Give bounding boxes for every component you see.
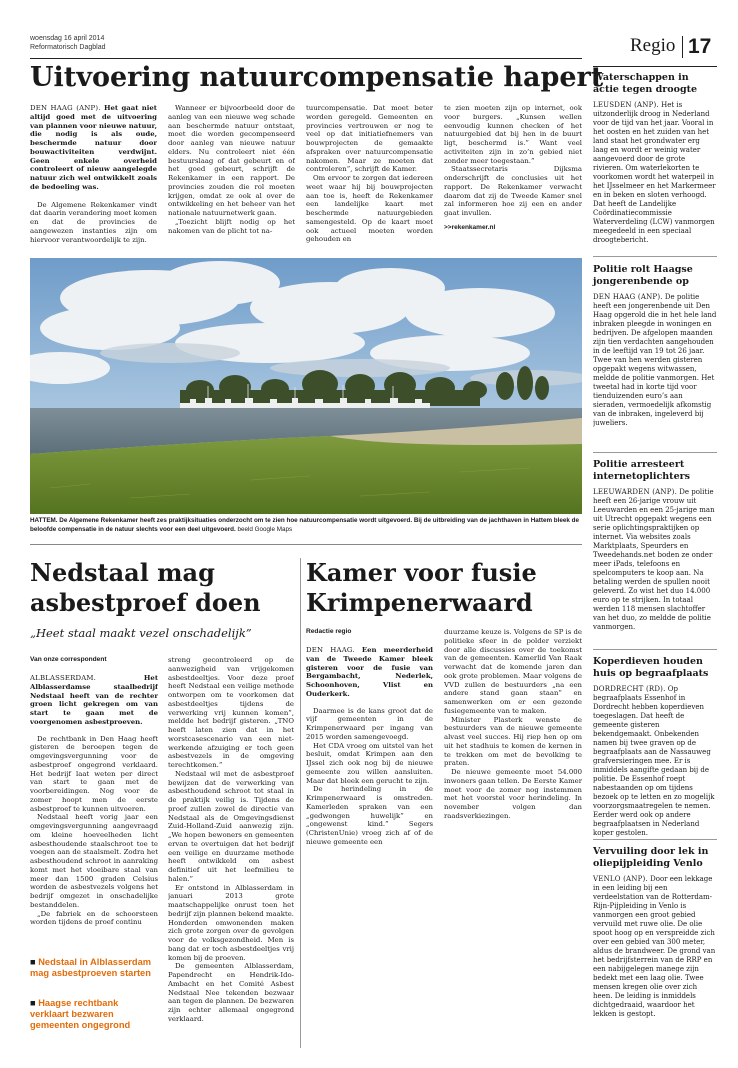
dateline: LEEUWARDEN (ANP). xyxy=(593,488,677,496)
caption-text: De Algemene Rekenkamer heeft zes praktijksituaties onderzocht om te zien hoe natuurcompensatie wordt uitgevoerd. Bij de uitbreiding van de jachthaven in Hattem bleek de beloofde compensatie in de natuur slechts voor een deel uitgevoerd. xyxy=(30,517,579,533)
kamer-column-2 xyxy=(444,628,582,1008)
brief-title: Politie arresteert internetoplichters xyxy=(593,459,690,482)
nedstaal-column-2 xyxy=(168,656,294,1056)
lead-text: Het Alblasserdamse staalbedrijf Nedstaal heeft van de rechter groen licht gekregen om van start te gaan met de voorgenomen asbestproeven. xyxy=(30,674,158,726)
dateline: DEN HAAG. xyxy=(306,646,355,654)
kamer-headline: Kamer voor fusie Krimpenerwaard xyxy=(306,558,537,617)
main-article-column-1 xyxy=(30,104,157,254)
teaser-2: ■ Haagse rechtbank verklaart bezwaren gemeenten ongegrond xyxy=(30,998,131,1030)
main-article-column-4 xyxy=(444,104,582,254)
brief-body xyxy=(593,101,717,245)
brief-text: De politie heeft een 26-jarige vrouw uit Leeuwarden en een 25-jarige man uit Utrecht opgepakt wegens een serie oplichtingspraktijken op internet. Via websites zoals Marktplaats, Speurders en Tweedehands.net boden ze onder meer iPads, telefoons en spelcomputers te koop aan. Na betaling werden de spullen nooit geleverd. Zo wist het duo 14.000 euro op te strijken. In totaal werden 118 mensen slachtoffer van het duo, zo meldde de politie vanmorgen. xyxy=(593,488,715,631)
brief-text: Op begraafplaats Essenhof in Dordrecht hebben koperdieven toegeslagen. Dat heeft de gemeente gisteren bekendgemaakt. Onbekenden namen bij twee graven op de begraafplaats aan de Nassauweg grafversieringen mee. Er is inmiddels aangifte gedaan bij de politie. De Essenhof roept nabestaanden op om tijdens bezoek op te letten en zo mogelijk voorzorgsmaatregelen te nemen. Eerder werd ook op andere begraafplaatsen in Nederland koper gestolen. xyxy=(593,685,715,837)
masthead-rule xyxy=(30,58,582,59)
dateline: ALBLASSERDAM. xyxy=(30,674,97,682)
main-article-column-3 xyxy=(306,104,433,254)
photo-credit: beeld Google Maps xyxy=(237,525,293,533)
brief-text: Het is uitzonderlijk droog in Nederland voor de tijd van het jaar. Vooral in het oosten en het zuiden van het land staat het grondwater erg laag en wordt er weinig water aangevoerd door de grote rivieren. Om waterlekorten te voorkomen wordt het waterpeil in het IJsselmeer en het Markermeer en in beken en sloten verhoogd. Dat heeft de Landelijke Coördinatiecommissie Waterverdeling (LCW) vanmorgen meegedeeld in een speciaal droogtebericht. xyxy=(593,101,716,244)
section-title: Regio xyxy=(630,35,676,56)
nedstaal-subheadline: „Heet staal maakt vezel onschadelijk” xyxy=(30,626,252,640)
paragraph: Nedstaal heeft vorig jaar een omgevingsvergunning aangevraagd om kleine hoeveelheden licht asbesthoudende staalschroot toe te voegen aan de staalsmelt. Zodra het asbesthoudend schroot in aanraking komt met het vloeibare staal van meer dan 1500 graden Celsius worden de asbestvezels volgens het bedrijf omgezet in onschadelijke bestanddelen. xyxy=(30,813,158,909)
teaser-1: ■ Nedstaal in Alblasserdam mag asbestproeven starten xyxy=(30,957,152,978)
paragraph: „De fabriek en de schoorsteen worden tijdens de proef continu xyxy=(30,909,158,927)
news-photo xyxy=(30,258,582,514)
lead-text: Het gaat niet altijd goed met de uitvoering van plannen voor nieuwe natuur, die nodig is als oude, beschermde natuur door bouwactiviteiten verdwijnt. Geen enkele overheid controleert of nieuw aangelegde natuur zich wel ontwikkelt zoals de bedoeling was. xyxy=(30,104,157,191)
paragraph: De gemeenten Alblasserdam, Papendrecht en Hendrik-Ido-Ambacht en het Comité Asbest Nedstaal Nee tekenden bezwaar aan tegen de plannen. De bezwaren zijn echter allemaal ongegrond verklaard. xyxy=(168,962,294,1023)
paragraph: streng gecontroleerd op de aanwezigheid van vrijgekomen asbestdeeltjes. Voor deze proef heeft Nedstaal een veilige methode ontworpen om te voorkomen dat asbestdeeltjes tijdens de verwerking vrij kunnen komen”, meldde het bedrijf gisteren. „TNO heeft laten zien dat in het worstcasescenario van een niet-werkende afzuiging er toch geen asbestvezels in de omgeving terechtkomen.” xyxy=(168,656,294,769)
sidebar-brief-1 xyxy=(593,72,717,252)
teaser-text: Haagse rechtbank verklaart bezwaren gemeenten ongegrond xyxy=(30,998,131,1030)
dateline: VENLO (ANP). xyxy=(593,875,648,883)
paragraph: Staatssecretaris Dijksma onderschrijft de conclusies uit het rapport. De Rekenkamer verwacht daarom dat zij de Tweede Kamer snel zal informeren hoe zij een en ander gaat invullen. xyxy=(444,165,582,217)
kamer-column-1 xyxy=(306,646,433,1006)
brief-body xyxy=(593,875,717,1019)
sidebar-separator xyxy=(593,256,717,257)
paragraph: De nieuwe gemeente moet 54.000 inwoners gaan tellen. De Eerste Kamer moet voor de zomer nog instemmen met het voorstel voor herindeling. In november volgen dan raadsverkiezingen. xyxy=(444,768,582,820)
paragraph: Minister Plasterk wenste de bestuurders van de nieuwe gemeente alvast veel succes. Hij riep hen op om uit het stadhuis te komen de kernen in te trekken om met de bevolking te praten. xyxy=(444,715,582,768)
brief-text: De politie heeft een jongerenbende uit Den Haag opgerold die in het hele land inbraken pleegde in woningen en bedrijven. De afgelopen maanden zijn tien verdachten aangehouden in de leeftijd van 19 tot 26 jaar. Twee van hen werden gisteren opgepakt wegens witwassen, meldde de politie vanmorgen. Het tweetal had in korte tijd voor tienduizenden euro’s aan sieraden, vermoedelijk afkomstig van de inbraken, ingeleverd bij juweliers. xyxy=(593,293,717,427)
paragraph: Nedstaal wil met de asbestproef bewijzen dat de verwerking van asbesthoudend schroot tot staal in de praktijk veilig is. Tijdens de proef zullen zowel de directie van Nedstaal als de Omgevingsdienst Zuid-Holland-Zuid aanwezig zijn. „We hopen bewoners en gemeenten ervan te overtuigen dat het bedrijf een veilige en duurzame methode heeft ontwikkeld om asbest definitief uit het leefmilieu te halen.” xyxy=(168,769,294,883)
photo-bottom-rule xyxy=(30,544,582,545)
brief-title: Vervuiling door lek in oliepijpleiding Venlo xyxy=(593,846,709,869)
sidebar-separator xyxy=(593,649,717,650)
paragraph: te zien moeten zijn op internet, ook voor burgers. „Kunsen wellen eenvoudig kunnen checken of het natuurgebied dat bij hen in de buurt ligt, beschermd is.” Want veel activiteiten zijn in zo’n gebied niet zonder meer toegestaan.” xyxy=(444,104,582,165)
article-divider xyxy=(300,558,301,1048)
paragraph: Om ervoor te zorgen dat iedereen weet waar hij bij bouwprojecten aan toe is, heeft de Rekenkamer een landelijke kaart met beschermde natuurgebieden samengesteld. Op de kaart moet ook actueel moeten worden gehouden en xyxy=(306,174,433,244)
brief-body xyxy=(593,488,717,632)
kamer-byline: Redactie regio xyxy=(306,628,352,635)
brief-title: Politie rolt Haagse jongerenbende op xyxy=(593,264,693,287)
masthead-divider xyxy=(682,36,683,58)
sidebar-brief-2 xyxy=(593,264,717,449)
brief-body xyxy=(593,293,717,428)
harbor-landscape-image xyxy=(30,258,582,514)
dateline: DEN HAAG (ANP). xyxy=(593,293,663,301)
lead-text: Een meerderheid van de Tweede Kamer bleek gisteren voor de fusie van Bergambacht, Nederlek, Schoonhoven, Vlist en Ouderkerk. xyxy=(306,646,433,698)
main-headline: Uitvoering natuurcompensatie hapert xyxy=(30,62,604,93)
paragraph: Er ontstond in Alblasserdam in januari 2013 grote maatschappelijke onrust toen het bedrijf zijn plannen bekend maakte. Honderden omwonenden maken zich grote zorgen over de gevolgen voor de volksgezondheid. Men is bang dat er toch asbestdeeltjes vrij komen bij de proeven. xyxy=(168,883,294,962)
dateline: LEUSDEN (ANP). xyxy=(593,101,659,109)
sidebar-brief-3 xyxy=(593,459,717,646)
sidebar-brief-4 xyxy=(593,656,717,836)
paragraph: Daarmee is de kans groot dat de vijf gemeenten in de Krimpenerwaard per ingang van 2015 worden samengevoegd. xyxy=(306,706,433,741)
paragraph: Wanneer er bijvoorbeeld door de aanleg van een nieuwe weg schade aan beschermde natuur ontstaat, moet die worden gecompenseerd door aanleg van nieuwe natuur elders. Nu controleert niet één bestuurslaag of dat gebeurt en of het goed gebeurt, schrijft de Rekenkamer in een rapport. De provincies zouden die rol moeten krijgen, omdat ze ook al over de ontwikkeling en het beheer van het nationale natuurnetwerk gaan. xyxy=(168,104,295,217)
nedstaal-byline: Van onze correspondent xyxy=(30,656,107,663)
paragraph: De Algemene Rekenkamer vindt dat daarin verandering moet komen en dat de provincies de aangewezen instanties zijn om hiervoor verantwoordelijk te zijn. xyxy=(30,200,157,244)
nedstaal-column-1 xyxy=(30,674,158,950)
main-article-column-2 xyxy=(168,104,295,254)
caption-location: HATTEM. xyxy=(30,517,58,524)
brief-title: Waterschappen in actie tegen droogte xyxy=(593,72,698,95)
paragraph: tuurcompensatie. Dat moet beter worden geregeld. Gemeenten en provincies vertrouwen er nog te veel op dat initiatiefnemers van bouwprojecten de gemaakte afspraken over natuurcompensatie nakomen. Maar ze moeten dat controleren”, schrijft de Kamer. xyxy=(306,104,433,174)
brief-text: Door een lekkage in een leiding bij een verdeelstation van de Rotterdam-Rijn-Pijpleiding in Venlo is vanmorgen een groot gebied vervuild met ruwe olie. De olie spoot hoog op en verspreidde zich over een gebied van 300 meter, aldus de brandweer. De grond van het bedrijfsterrein van de RRP en een nabijgelegen manege zijn bedekt met een laag olie. Twee mensen kregen olie over zich heen. De leiding is inmiddels dichtgedraaid, waardoor het lekken is gestopt. xyxy=(593,875,716,1018)
photo-caption xyxy=(30,517,582,534)
paragraph: De herindeling in de Krimpenerwaard is omstreden. Kamerleden spraken van een „gedwongen huwelijk” en „ongewenst kind.” Segers (ChristenUnie) vroeg zich af of de nieuwe gemeente een xyxy=(306,785,433,846)
paragraph: „Toezicht blijft nodig op het nakomen van de plicht tot na- xyxy=(168,217,295,235)
sidebar-top-rule xyxy=(593,66,717,67)
sidebar-brief-5 xyxy=(593,846,717,1046)
dateline: DEN HAAG (ANP). xyxy=(30,104,101,112)
dateline: DORDRECHT (RD). xyxy=(593,685,666,693)
paragraph: Het CDA vroeg om uitstel van het besluit, omdat Krimpen aan den IJssel zich ook nog bij de nieuwe gemeente zou willen aansluiten. Maar dat bleek een gerucht te zijn. xyxy=(306,741,433,785)
issue-date: woensdag 16 april 2014 xyxy=(30,35,105,42)
page-number: 17 xyxy=(688,35,712,58)
sidebar-separator xyxy=(593,839,717,840)
article-link[interactable]: >>rekenkamer.nl xyxy=(444,223,496,231)
paragraph: duurzame keuze is. Volgens de SP is de politieke sfeer in de polder verziekt door alle discussies over de toekomst van de gemeenten. Kamerlid Van Raak verwacht dat de komende jaren dan ook grote problemen. Maar volgens de VVD zullen de bestuurders „na een andere stand gaan staan” en samenwerken om er een gezonde fusiegemeente van te maken. xyxy=(444,628,582,715)
teaser-text: Nedstaal in Alblasserdam mag asbestproeven starten xyxy=(30,957,152,978)
nedstaal-headline: Nedstaal mag asbestproef doen xyxy=(30,558,261,617)
paragraph: De rechtbank in Den Haag heeft gisteren de beroepen tegen de omgevingsvergunning voor de asbestproef ongegrond verklaard. Het bedrijf laat weten per direct van start te gaan met de voorbereidingen. Nog voor de zomer hoopt men de eerste asbestproef te kunnen uitvoeren. xyxy=(30,734,158,813)
brief-title: Koperdieven houden huis op begraafplaats xyxy=(593,656,709,679)
newspaper-name: Reformatorisch Dagblad xyxy=(30,44,106,51)
brief-body xyxy=(593,685,717,838)
sidebar-separator xyxy=(593,452,717,453)
